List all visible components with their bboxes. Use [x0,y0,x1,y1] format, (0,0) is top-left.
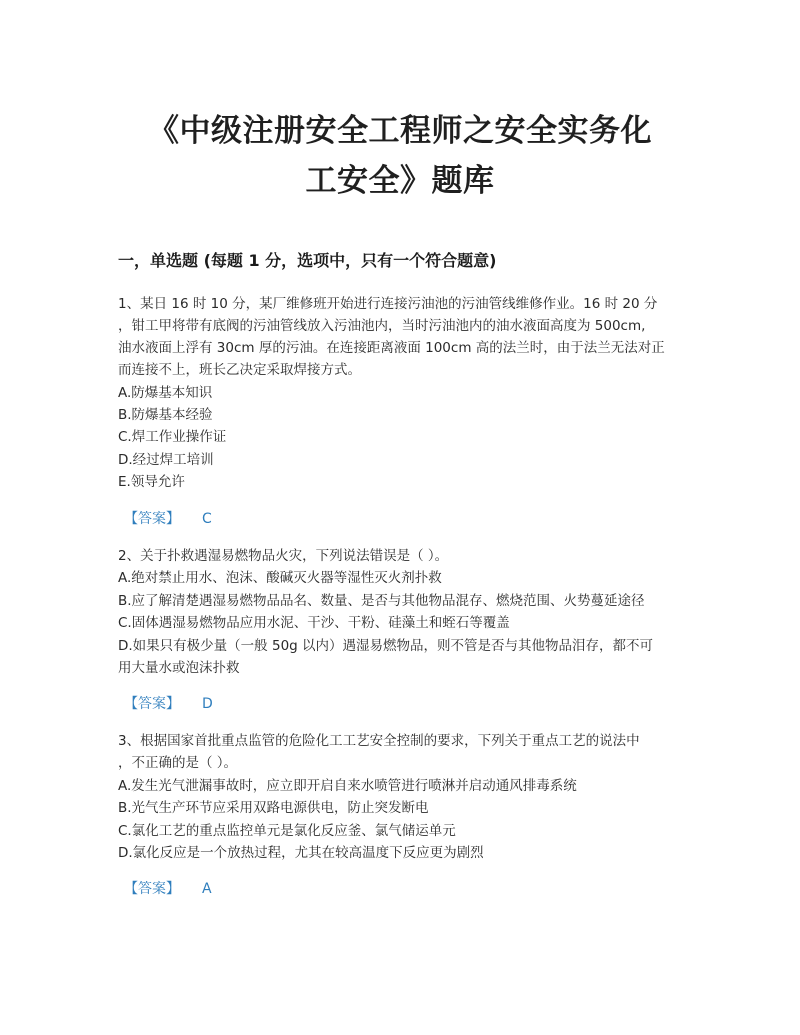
question-3-option-a: A.发生光气泄漏事故时，应立即开启自来水喷管进行喷淋并启动通风排毒系统 [118,778,577,794]
question-1-stem-line: 1、某日 16 时 10 分，某厂维修班开始进行连接污油池的污油管线维修作业。16 时 20 分 [118,296,658,312]
question-2-option-a: A.绝对禁止用水、泡沫、酸碱灭火器等湿性灭火剂扑救 [118,570,442,586]
question-3-answer [124,878,212,900]
question-2-stem-line: 2、关于扑救遇湿易燃物品火灾，下列说法错误是（ ）。 [118,548,449,564]
section-heading: 一，单选题 (每题 1 分，选项中，只有一个符合题意) [118,251,497,270]
question-1-option-b: B.防爆基本经验 [118,407,213,423]
question-3-stem-line: 3、根据国家首批重点监管的危险化工工艺安全控制的要求，下列关于重点工艺的说法中 [118,733,640,749]
answer-label: 【答案】 [124,511,180,527]
title-line-2: 工安全》题库 [305,163,495,199]
question-3-option-b: B.光气生产环节应采用双路电源供电，防止突发断电 [118,800,429,816]
answer-value: C [202,511,212,527]
question-3-option-c: C.氯化工艺的重点监控单元是氯化反应釜、氯气储运单元 [118,823,456,839]
question-1-stem-line: ，钳工甲将带有底阀的污油管线放入污油池内，当时污油池内的油水液面高度为 500cm, [118,318,646,334]
document-title [100,106,700,206]
question-1-option-e: E.领导允许 [118,474,185,490]
title-line-1: 《中级注册安全工程师之安全实务化 [148,113,652,149]
question-1-option-d: D.经过焊工培训 [118,452,214,468]
answer-value: A [202,881,212,897]
answer-value: D [202,696,213,712]
question-1-option-a: A.防爆基本知识 [118,385,213,401]
question-1-stem-line: 油水液面上浮有 30cm 厚的污油。在连接距离液面 100cm 高的法兰时，由于法兰无法对正 [118,340,665,356]
question-2-option-d: D.如果只有极少量（一般 50g 以内）遇湿易燃物品，则不管是否与其他物品泪存，都不可 [118,638,654,654]
question-2-answer [124,693,213,715]
question-2-option-d-continued: 用大量水或泡沫扑救 [118,660,240,676]
question-1-stem-line: 而连接不上，班长乙决定采取焊接方式。 [118,362,361,378]
question-3-option-d: D.氯化反应是一个放热过程，尤其在较高温度下反应更为剧烈 [118,845,484,861]
question-3-stem-line: ，不正确的是（ ）。 [118,755,238,771]
question-1-answer [124,508,212,530]
answer-label: 【答案】 [124,881,180,897]
question-2-option-c: C.固体遇湿易燃物品应用水泥、干沙、干粉、硅藻土和蛭石等覆盖 [118,615,510,631]
question-2-option-b: B.应了解清楚遇湿易燃物品品名、数量、是否与其他物品混存、燃烧范围、火势蔓延途径 [118,593,645,609]
answer-label: 【答案】 [124,696,180,712]
question-1-option-c: C.焊工作业操作证 [118,429,227,445]
